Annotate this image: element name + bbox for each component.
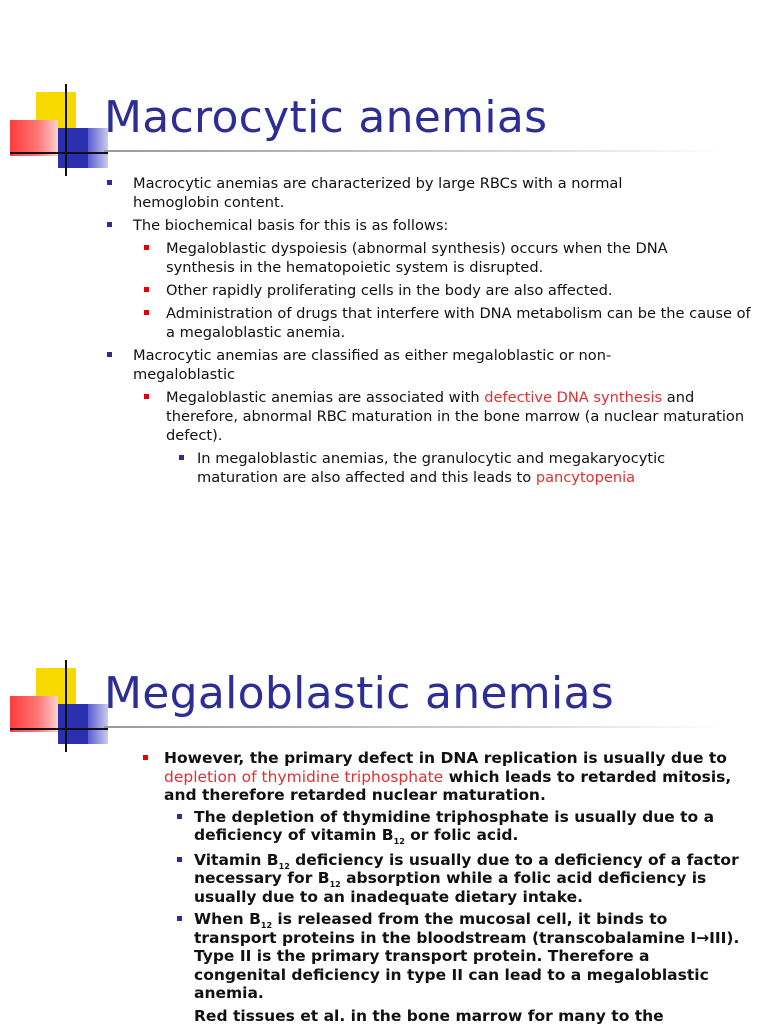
- title-divider: [104, 150, 724, 152]
- highlighted-term: depletion of thymidine triphosphate: [164, 768, 443, 786]
- square-bullet-icon: [144, 394, 149, 399]
- list-item: Red tissues et al. in the bone marrow for many to the: [194, 1007, 742, 1025]
- slide-megaloblastic-anemias: [0, 576, 768, 1024]
- list-item: The biochemical basis for this is as follows:: [133, 216, 693, 235]
- square-bullet-icon: [177, 857, 182, 862]
- slide-title: Macrocytic anemias: [104, 92, 547, 143]
- slide-body: [0, 749, 768, 1025]
- title-divider: [104, 726, 724, 728]
- square-bullet-icon: [143, 755, 148, 760]
- slide-title: Megaloblastic anemias: [104, 668, 614, 719]
- list-item: Administration of drugs that interfere with DNA metabolism can be the cause of a megaloblastic anemia.: [166, 304, 756, 342]
- list-item: Macrocytic anemias are classified as either megaloblastic or non-megaloblastic: [133, 346, 693, 384]
- list-item: However, the primary defect in DNA replication is usually due to depletion of thymidine triphosphate which leads to retarded mitosis, and therefore retarded nuclear maturation.: [164, 749, 744, 805]
- square-bullet-icon: [107, 352, 112, 357]
- slide-logo-decoration: [10, 660, 108, 750]
- square-bullet-icon: [144, 310, 149, 315]
- square-bullet-icon: [177, 814, 182, 819]
- square-bullet-icon: [144, 245, 149, 250]
- highlighted-term: defective DNA synthesis: [484, 389, 662, 406]
- list-item: Macrocytic anemias are characterized by large RBCs with a normal hemoglobin content.: [133, 174, 693, 212]
- list-item: Vitamin $B_{12}$ deficiency is usually due to a deficiency of a factor necessary for $B_{12}$ absorption while a folic acid deficiency is usually due to an inadequate dietary intake.: [194, 851, 742, 907]
- slide-logo-decoration: [10, 84, 108, 174]
- highlighted-term: pancytopenia: [536, 469, 635, 486]
- square-bullet-icon: [107, 180, 112, 185]
- square-bullet-icon: [107, 222, 112, 227]
- slide-body: [0, 174, 768, 487]
- list-item: Megaloblastic dyspoiesis (abnormal synthesis) occurs when the DNA synthesis in the hematopoietic system is disrupted.: [166, 239, 736, 277]
- list-item: Megaloblastic anemias are associated with defective DNA synthesis and therefore, abnormal RBC maturation in the bone marrow (a nuclear maturation defect).: [166, 388, 756, 445]
- list-item: In megaloblastic anemias, the granulocytic and megakaryocytic maturation are also affected and this leads to pancytopenia: [197, 449, 737, 487]
- square-bullet-icon: [177, 916, 182, 921]
- list-item: When $B_{12}$ is released from the mucosal cell, it binds to transport proteins in the bloodstream (transcobalamine I→III). Type II is the primary transport protein. Therefore a congenital deficiency in type II can lead to a megaloblastic anemia.: [194, 910, 742, 1003]
- list-item: Other rapidly proliferating cells in the body are also affected.: [166, 281, 736, 300]
- square-bullet-icon: [144, 287, 149, 292]
- square-bullet-icon: [179, 455, 184, 460]
- list-item: The depletion of thymidine triphosphate is usually due to a deficiency of vitamin $B_{12}$ or folic acid.: [194, 808, 742, 845]
